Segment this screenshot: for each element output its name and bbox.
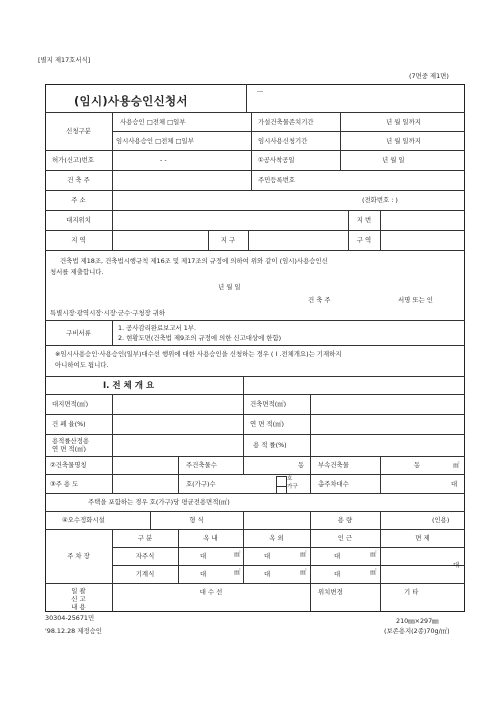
self-indoor-area-unit: ㎡ bbox=[234, 550, 241, 558]
sewage-capacity-unit: (인용) bbox=[432, 516, 450, 524]
self-outdoor-unit: 대 bbox=[264, 552, 271, 560]
ho-unit: 호 bbox=[287, 476, 293, 482]
households-label: 호(가구)수 bbox=[186, 480, 216, 488]
owner-label: 건 축 주 bbox=[67, 176, 90, 184]
permit-number-label: 허가(신고)번호 bbox=[52, 156, 95, 164]
lot-number-label: 지 번 bbox=[356, 216, 372, 224]
required-docs-label: 구비서류 bbox=[66, 329, 91, 337]
paper-size: 210㎜×297㎜ bbox=[396, 617, 439, 625]
far-floor-area-label-2: 연 면 적(㎡) bbox=[52, 445, 86, 453]
statement-signer: 건 축 주 bbox=[308, 296, 331, 304]
form-code: 30304-25671민 bbox=[45, 614, 95, 622]
title-dash: ㅡ bbox=[257, 88, 264, 96]
construction-start-value: 년 월 일 bbox=[382, 156, 405, 164]
batch-label-3: 내 용 bbox=[71, 603, 86, 611]
parking-category-label: 구 분 bbox=[137, 534, 153, 542]
sub-building-unit: 동 bbox=[414, 461, 421, 469]
paper-spec: (보존용지(2종)70g/㎡) bbox=[384, 627, 450, 635]
building-name-label: ②건축물명칭 bbox=[50, 461, 87, 469]
sub-building-area-unit: ㎡ bbox=[453, 461, 460, 469]
zone-label: 지 역 bbox=[71, 236, 86, 244]
relocation-label: 위치변경 bbox=[318, 588, 343, 596]
required-doc-1: 1. 공사감리완료보고서 1부. bbox=[118, 324, 196, 332]
parking-outdoor-label: 옥 외 bbox=[269, 534, 284, 542]
construction-start-label: ①공사착공일 bbox=[258, 156, 295, 164]
self-parking-label: 자주식 bbox=[135, 552, 155, 560]
temp-building-period-value: 년 월 일까지 bbox=[386, 118, 421, 126]
mech-nearby-unit: 대 bbox=[334, 570, 341, 578]
required-doc-2: 2. 현황도면(건축법 제9조의 규정에 의한 신고대상에 한함) bbox=[118, 334, 282, 342]
self-nearby-area-unit: ㎡ bbox=[370, 550, 377, 558]
district-label: 지 구 bbox=[220, 236, 236, 244]
permit-number-value: - - bbox=[160, 156, 167, 164]
sub-building-label: 부속건축물 bbox=[318, 461, 349, 469]
parking-label: 주 차 장 bbox=[67, 552, 90, 560]
sewage-label: ④오수정화시설 bbox=[62, 516, 105, 524]
temp-use-period-label: 임시사용신청기간 bbox=[258, 137, 308, 145]
apply-row2-option: 임시사용승인 □전체 □일부 bbox=[116, 137, 194, 145]
batch-label-1: 일 괄 bbox=[71, 587, 86, 595]
gagu-unit: 가구 bbox=[287, 484, 298, 490]
self-outdoor-area-unit: ㎡ bbox=[300, 550, 307, 558]
signature-field: 서명 또는 인 bbox=[398, 296, 433, 304]
apply-type-label: 신청구분 bbox=[66, 127, 91, 135]
self-indoor-unit: 대 bbox=[200, 552, 207, 560]
recipient: 특별시장·광역시장·시장·군수·구청장 귀하 bbox=[50, 309, 166, 317]
site-location-label: 대지위치 bbox=[66, 216, 91, 224]
form-title: (임시)사용승인신청서 bbox=[74, 94, 188, 108]
note-line-2: 아니하여도 됩니다. bbox=[55, 361, 109, 369]
main-building-count-label: 주건축물수 bbox=[186, 461, 217, 469]
parking-exempt-label: 면 제 bbox=[415, 534, 430, 542]
far-label: 용 적 률(%) bbox=[253, 441, 287, 449]
floor-area-label: 연 면 적(㎡) bbox=[250, 420, 284, 428]
avg-area-label: 주택을 포함하는 경우 호(가구)당 평균전용면적(㎡) bbox=[88, 498, 230, 506]
mech-nearby-area-unit: ㎡ bbox=[370, 568, 377, 576]
coverage-label: 건 폐 율(%) bbox=[52, 420, 86, 428]
other-label: 기 타 bbox=[404, 588, 419, 596]
area-label: 구 역 bbox=[356, 236, 372, 244]
site-area-label: 대지면적(㎡) bbox=[52, 400, 89, 408]
far-floor-area-label-1: 용적률산정용 bbox=[52, 437, 90, 445]
gagu-checkbox[interactable] bbox=[276, 486, 287, 494]
parking-nearby-label: 인 근 bbox=[337, 534, 353, 542]
mech-parking-label: 기계식 bbox=[135, 570, 155, 578]
statement-line-1: 건축법 제18조, 건축법시행규칙 제16조 및 제17조의 규정에 의하여 위와 같이 (임시)사용승인신 bbox=[60, 257, 328, 265]
temp-use-period-value: 년 월 일까지 bbox=[386, 137, 421, 145]
parking-indoor-label: 옥 내 bbox=[203, 534, 218, 542]
building-area-label: 건축면적(㎡) bbox=[250, 400, 287, 408]
apply-row1-option: 사용승인 □전체 □일부 bbox=[120, 118, 186, 126]
form-number: [별지 제17호서식] bbox=[38, 56, 91, 64]
exempt-unit: 대 bbox=[453, 561, 460, 569]
mech-indoor-area-unit: ㎡ bbox=[234, 568, 241, 576]
resident-id-label: 주민등록번호 bbox=[258, 176, 296, 184]
major-repair-label: 대 수 선 bbox=[199, 588, 223, 596]
main-building-unit: 동 bbox=[298, 461, 305, 469]
batch-label-2: 신 고 bbox=[71, 595, 86, 603]
total-parking-unit: 대 bbox=[451, 480, 458, 488]
temp-building-period-label: 가설건축물존치기간 bbox=[258, 118, 314, 126]
address-label: 주 소 bbox=[71, 196, 86, 204]
main-use-label: ③주 용 도 bbox=[50, 480, 79, 488]
note-line-1: ※임시사용승인·사용승인(일부)대수선 행위에 대한 사용승인을 신청하는 경우 ( I .전체개요)는 기재하지 bbox=[55, 350, 342, 358]
statement-date: 년 월 일 bbox=[218, 283, 241, 291]
mech-outdoor-unit: 대 bbox=[264, 570, 271, 578]
statement-line-2: 청서를 제출합니다. bbox=[50, 268, 104, 276]
page-info: (7면중 제1면) bbox=[409, 72, 449, 80]
approval-date: '98.12.28 제정승인 bbox=[45, 627, 102, 635]
total-parking-label: 총주차대수 bbox=[318, 480, 349, 488]
sewage-capacity-label: 용 량 bbox=[337, 516, 353, 524]
mech-indoor-unit: 대 bbox=[200, 570, 207, 578]
phone-number: (전화번호 : ) bbox=[362, 196, 398, 204]
overview-heading: Ⅰ. 전 체 개 요 bbox=[103, 381, 155, 391]
mech-outdoor-area-unit: ㎡ bbox=[300, 568, 307, 576]
sewage-type-label: 형 식 bbox=[189, 516, 204, 524]
self-nearby-unit: 대 bbox=[334, 552, 341, 560]
